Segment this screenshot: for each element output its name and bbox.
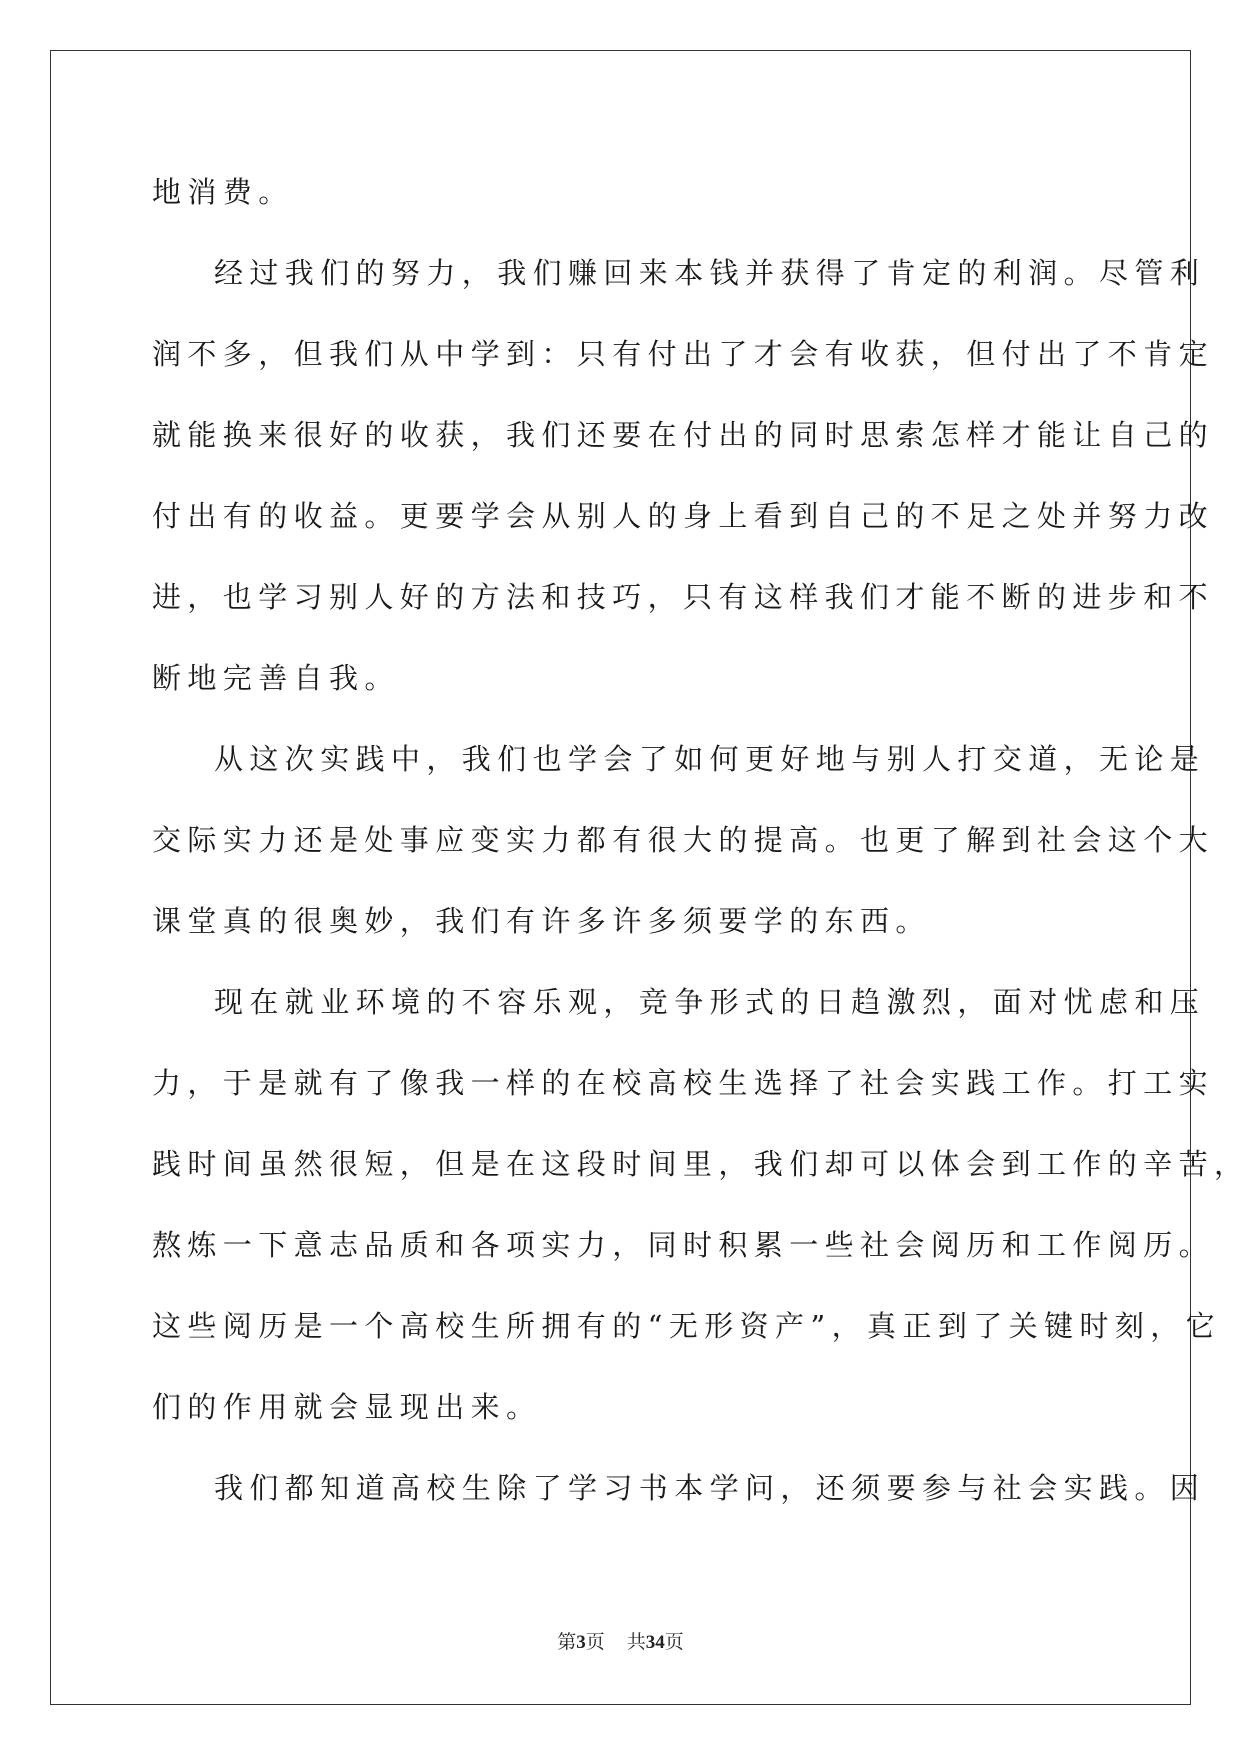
body-line: 熬炼一下意志品质和各项实力，同时积累一些社会阅历和工作阅历。: [152, 1228, 1215, 1262]
body-line: 们的作用就会显现出来。: [152, 1390, 542, 1424]
body-line: 付出有的收益。更要学会从别人的身上看到自己的不足之处并努力改: [152, 499, 1215, 533]
body-line: 践时间虽然很短，但是在这段时间里，我们却可以体会到工作的辛苦，: [152, 1147, 1249, 1181]
body-line: 现在就业环境的不容乐观，竞争形式的日趋激烈，面对忧虑和压: [214, 985, 1206, 1019]
total-pages: 34: [645, 1632, 665, 1653]
body-line: 地消费。: [152, 175, 294, 209]
body-line: 经过我们的努力，我们赚回来本钱并获得了肯定的利润。尽管利: [214, 256, 1206, 290]
body-line: 交际实力还是处事应变实力都有很大的提高。也更了解到社会这个大: [152, 823, 1215, 857]
body-line: 我们都知道高校生除了学习书本学问，还须要参与社会实践。因: [214, 1471, 1206, 1505]
body-line: 进，也学习别人好的方法和技巧，只有这样我们才能不断的进步和不: [152, 580, 1215, 614]
body-line: 就能换来很好的收获，我们还要在付出的同时思索怎样才能让自己的: [152, 418, 1215, 452]
total-prefix: 共: [626, 1632, 646, 1653]
body-line: 断地完善自我。: [152, 661, 400, 695]
total-suffix: 页: [664, 1632, 684, 1653]
body-line: 课堂真的很奥妙，我们有许多许多须要学的东西。: [152, 904, 931, 938]
body-line: 这些阅历是一个高校生所拥有的“无形资产”，真正到了关键时刻，它: [152, 1309, 1222, 1343]
body-line: 从这次实践中，我们也学会了如何更好地与别人打交道，无论是: [214, 742, 1206, 776]
page-prefix: 第: [557, 1632, 577, 1653]
page-footer: [0, 1627, 1241, 1654]
page-suffix: 页: [585, 1632, 605, 1653]
page-number: 3: [576, 1632, 586, 1653]
body-line: 润不多，但我们从中学到：只有付出了才会有收获，但付出了不肯定: [152, 337, 1215, 371]
body-line: 力，于是就有了像我一样的在校高校生选择了社会实践工作。打工实: [152, 1066, 1215, 1100]
document-body: [152, 160, 1249, 1537]
